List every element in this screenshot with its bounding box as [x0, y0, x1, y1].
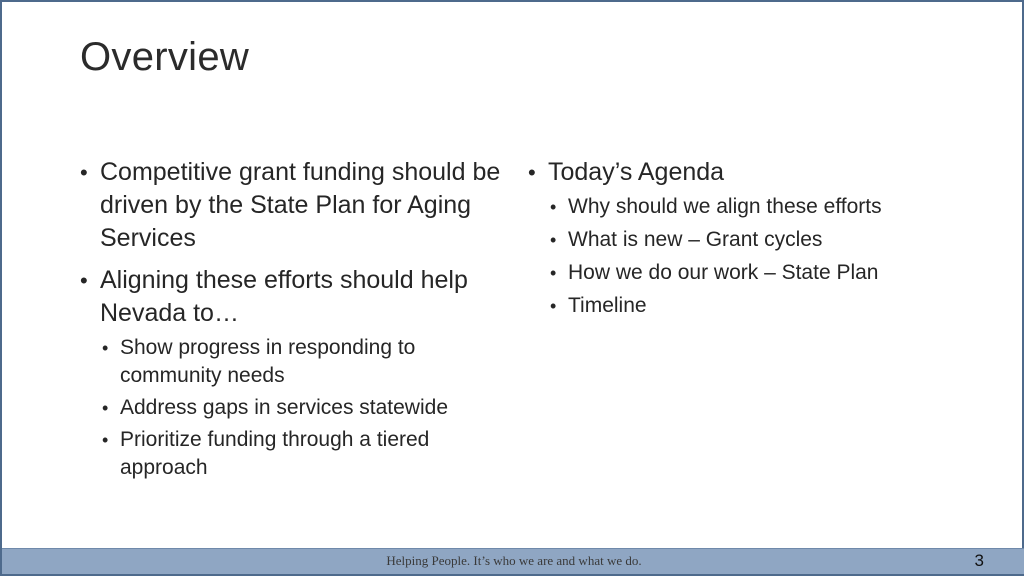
agenda-item [548, 193, 966, 221]
bullet-dot: • [102, 398, 109, 418]
sub-bullet-list [100, 334, 508, 482]
agenda-item-text: How we do our work – State Plan [568, 261, 879, 284]
agenda-item-text: What is new – Grant cycles [568, 228, 823, 251]
agenda-item [548, 259, 966, 287]
right-column [526, 156, 966, 329]
agenda-heading-item [526, 156, 966, 320]
bullet-dot: • [80, 268, 88, 293]
sub-bullet-item [100, 334, 508, 390]
bullet-item [78, 264, 508, 482]
bullet-text: Competitive grant funding should be driven by the State Plan for Aging Services [100, 158, 501, 252]
agenda-item [548, 292, 966, 320]
bullet-dot: • [80, 160, 88, 185]
agenda-item-text: Timeline [568, 294, 647, 317]
footer-bar [2, 548, 1024, 574]
bullet-dot: • [102, 430, 109, 450]
sub-bullet-item [100, 426, 508, 482]
slide-title: Overview [80, 35, 250, 79]
left-column [78, 156, 508, 491]
sub-bullet-text: Prioritize funding through a tiered approach [120, 428, 430, 479]
agenda-sub-list [548, 193, 966, 320]
page-number: 3 [974, 551, 984, 570]
sub-bullet-item [100, 394, 508, 422]
left-bullet-list [78, 156, 508, 482]
bullet-dot: • [550, 263, 557, 283]
sub-bullet-text: Show progress in responding to community needs [120, 336, 416, 387]
bullet-dot: • [550, 296, 557, 316]
footer-tagline: Helping People. It’s who we are and what we do. [386, 553, 642, 568]
bullet-dot: • [550, 197, 557, 217]
agenda-item-text: Why should we align these efforts [568, 195, 882, 218]
bullet-item [78, 156, 508, 255]
agenda-item [548, 226, 966, 254]
bullet-text: Aligning these efforts should help Nevada to… [100, 266, 468, 327]
agenda-list [526, 156, 966, 320]
bullet-dot: • [528, 160, 536, 185]
agenda-heading: Today’s Agenda [548, 158, 725, 186]
bullet-dot: • [102, 338, 109, 358]
sub-bullet-text: Address gaps in services statewide [120, 396, 448, 419]
bullet-dot: • [550, 230, 557, 250]
